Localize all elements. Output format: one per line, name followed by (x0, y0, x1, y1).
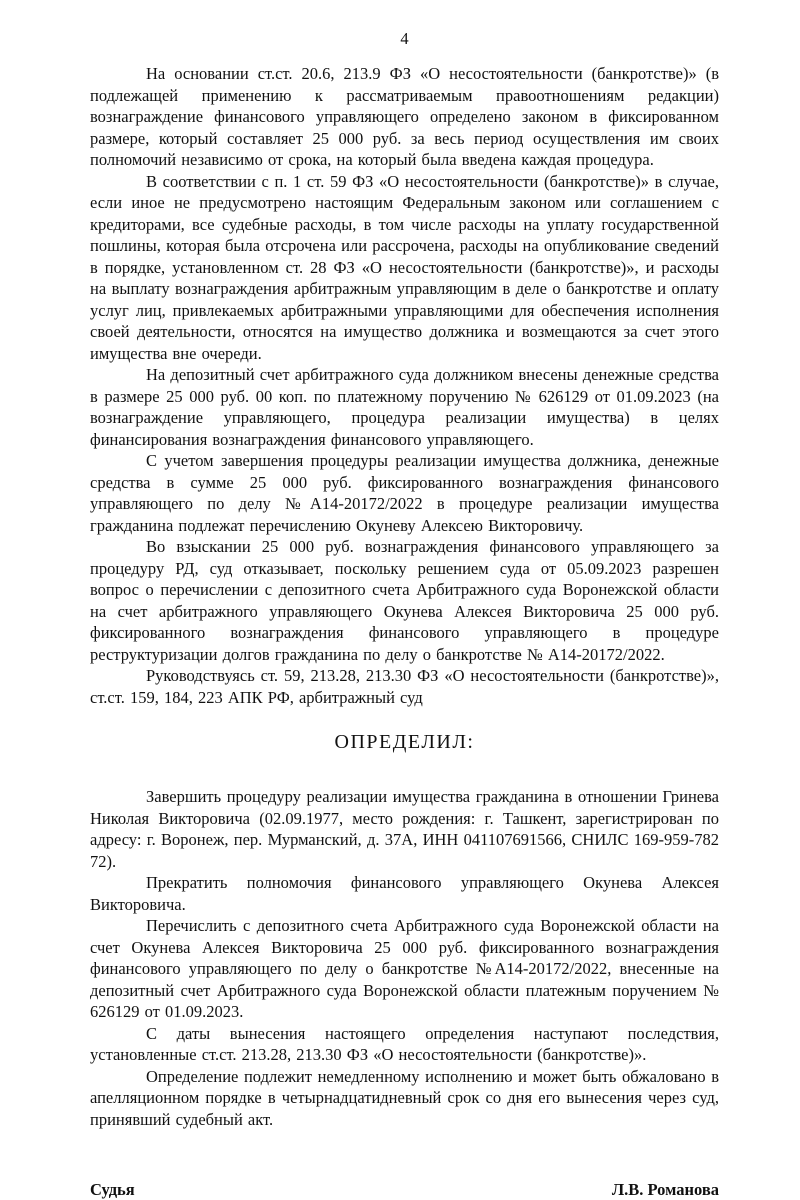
resolution-paragraph-complete-procedure: Завершить процедуру реализации имущества гражданина в отношении Гринева Николая Викторовича (02.09.1977, место рождения: г. Ташкент, зарегистрирован по адресу: г. Воронеж, пер. Мурманский, д. 37А, ИНН 041107691566, СНИЛС 169-959-782 72). (90, 787, 719, 871)
resolution-heading: ОПРЕДЕЛИЛ: (334, 731, 475, 753)
resolution-paragraph-transfer-funds: Перечислить с депозитного счета Арбитражного суда Воронежской области на счет Окунева Алексея Викторовича 25 000 руб. фиксированного вознаграждения финансового управляющего по делу о банкротстве №А14-20172/2022, внесенные на депозитный счет Арбитражного суда Воронежской области платежным поручением № 626129 от 01.09.2023. (90, 916, 719, 1021)
page-number: 4 (400, 29, 409, 48)
signature-role: Судья (90, 1180, 135, 1199)
resolution-paragraph-consequences: С даты вынесения настоящего определения наступают последствия, установленные ст.ст. 213.28, 213.30 ФЗ «О несостоятельности (банкротстве)». (90, 1023, 719, 1064)
body-paragraph-legal-basis: На основании ст.ст. 20.6, 213.9 ФЗ «О несостоятельности (банкротстве)» (в подлежащей применению к рассматриваемым правоотношениям редакции) вознаграждение финансового управляющего определено законом в фиксированном размере, который составляет 25 000 руб. за весь период осуществления им своих полномочий независимо от срока, на который была введена каждая процедура. (90, 64, 719, 169)
body-paragraph-transfer-grounds: С учетом завершения процедуры реализации имущества должника, денежные средства в сумме 25 000 руб. фиксированного вознаграждения финансового управляющего по делу №А14-20172/2022 в процедуре реализации имущества гражданина подлежат перечислению Окуневу Алексею Викторовичу. (90, 451, 719, 535)
body-paragraph-refusal: Во взыскании 25 000 руб. вознаграждения финансового управляющего за процедуру РД, суд отказывает, поскольку решением суда от 05.09.2023 разрешен вопрос о перечислении с депозитного счета Арбитражного суда Воронежской области на счет арбитражного управляющего Окунева Алексея Викторовича 25 000 руб. фиксированного вознаграждения финансового управляющего в процедуре реструктуризации долгов гражданина по делу о банкротстве № А14-20172/2022. (90, 537, 719, 664)
body-paragraph-deposit-funds: На депозитный счет арбитражного суда должником внесены денежные средства в размере 25 000 руб. 00 коп. по платежному поручению № 626129 от 01.09.2023 (на вознаграждение управляющего, процедура реализации имущества) в целях финансирования вознаграждения финансового управляющего. (90, 365, 719, 449)
body-paragraph-court-costs: В соответствии с п. 1 ст. 59 ФЗ «О несостоятельности (банкротстве)» в случае, если иное не предусмотрено настоящим Федеральным законом или соглашением с кредиторами, все судебные расходы, в том числе расходы на уплату государственной пошлины, которая была отсрочена или рассрочена, расходы на опубликование сведений в порядке, установленном ст. 28 ФЗ «О несостоятельности (банкротстве)», и расходы на выплату вознаграждения арбитражным управляющим в деле о банкротстве и оплату услуг лиц, привлекаемых арбитражными управляющими для обеспечения исполнения своей деятельности, относятся на имущество должника и возмещаются за счет этого имущества вне очереди. (90, 171, 719, 363)
resolution-paragraph-appeal: Определение подлежит немедленному исполнению и может быть обжаловано в апелляционном порядке в четырнадцатидневный срок со дня его вынесения через суд, принявший судебный акт. (90, 1066, 719, 1129)
body-paragraph-guided-by: Руководствуясь ст. 59, 213.28, 213.30 ФЗ «О несостоятельности (банкротстве)», ст.ст. 159, 184, 223 АПК РФ, арбитражный суд (90, 666, 719, 707)
signature-block (90, 1180, 719, 1200)
resolution-paragraph-terminate-powers: Прекратить полномочия финансового управляющего Окунева Алексея Викторовича. (90, 873, 719, 914)
signature-name: Л.В. Романова (611, 1180, 719, 1199)
